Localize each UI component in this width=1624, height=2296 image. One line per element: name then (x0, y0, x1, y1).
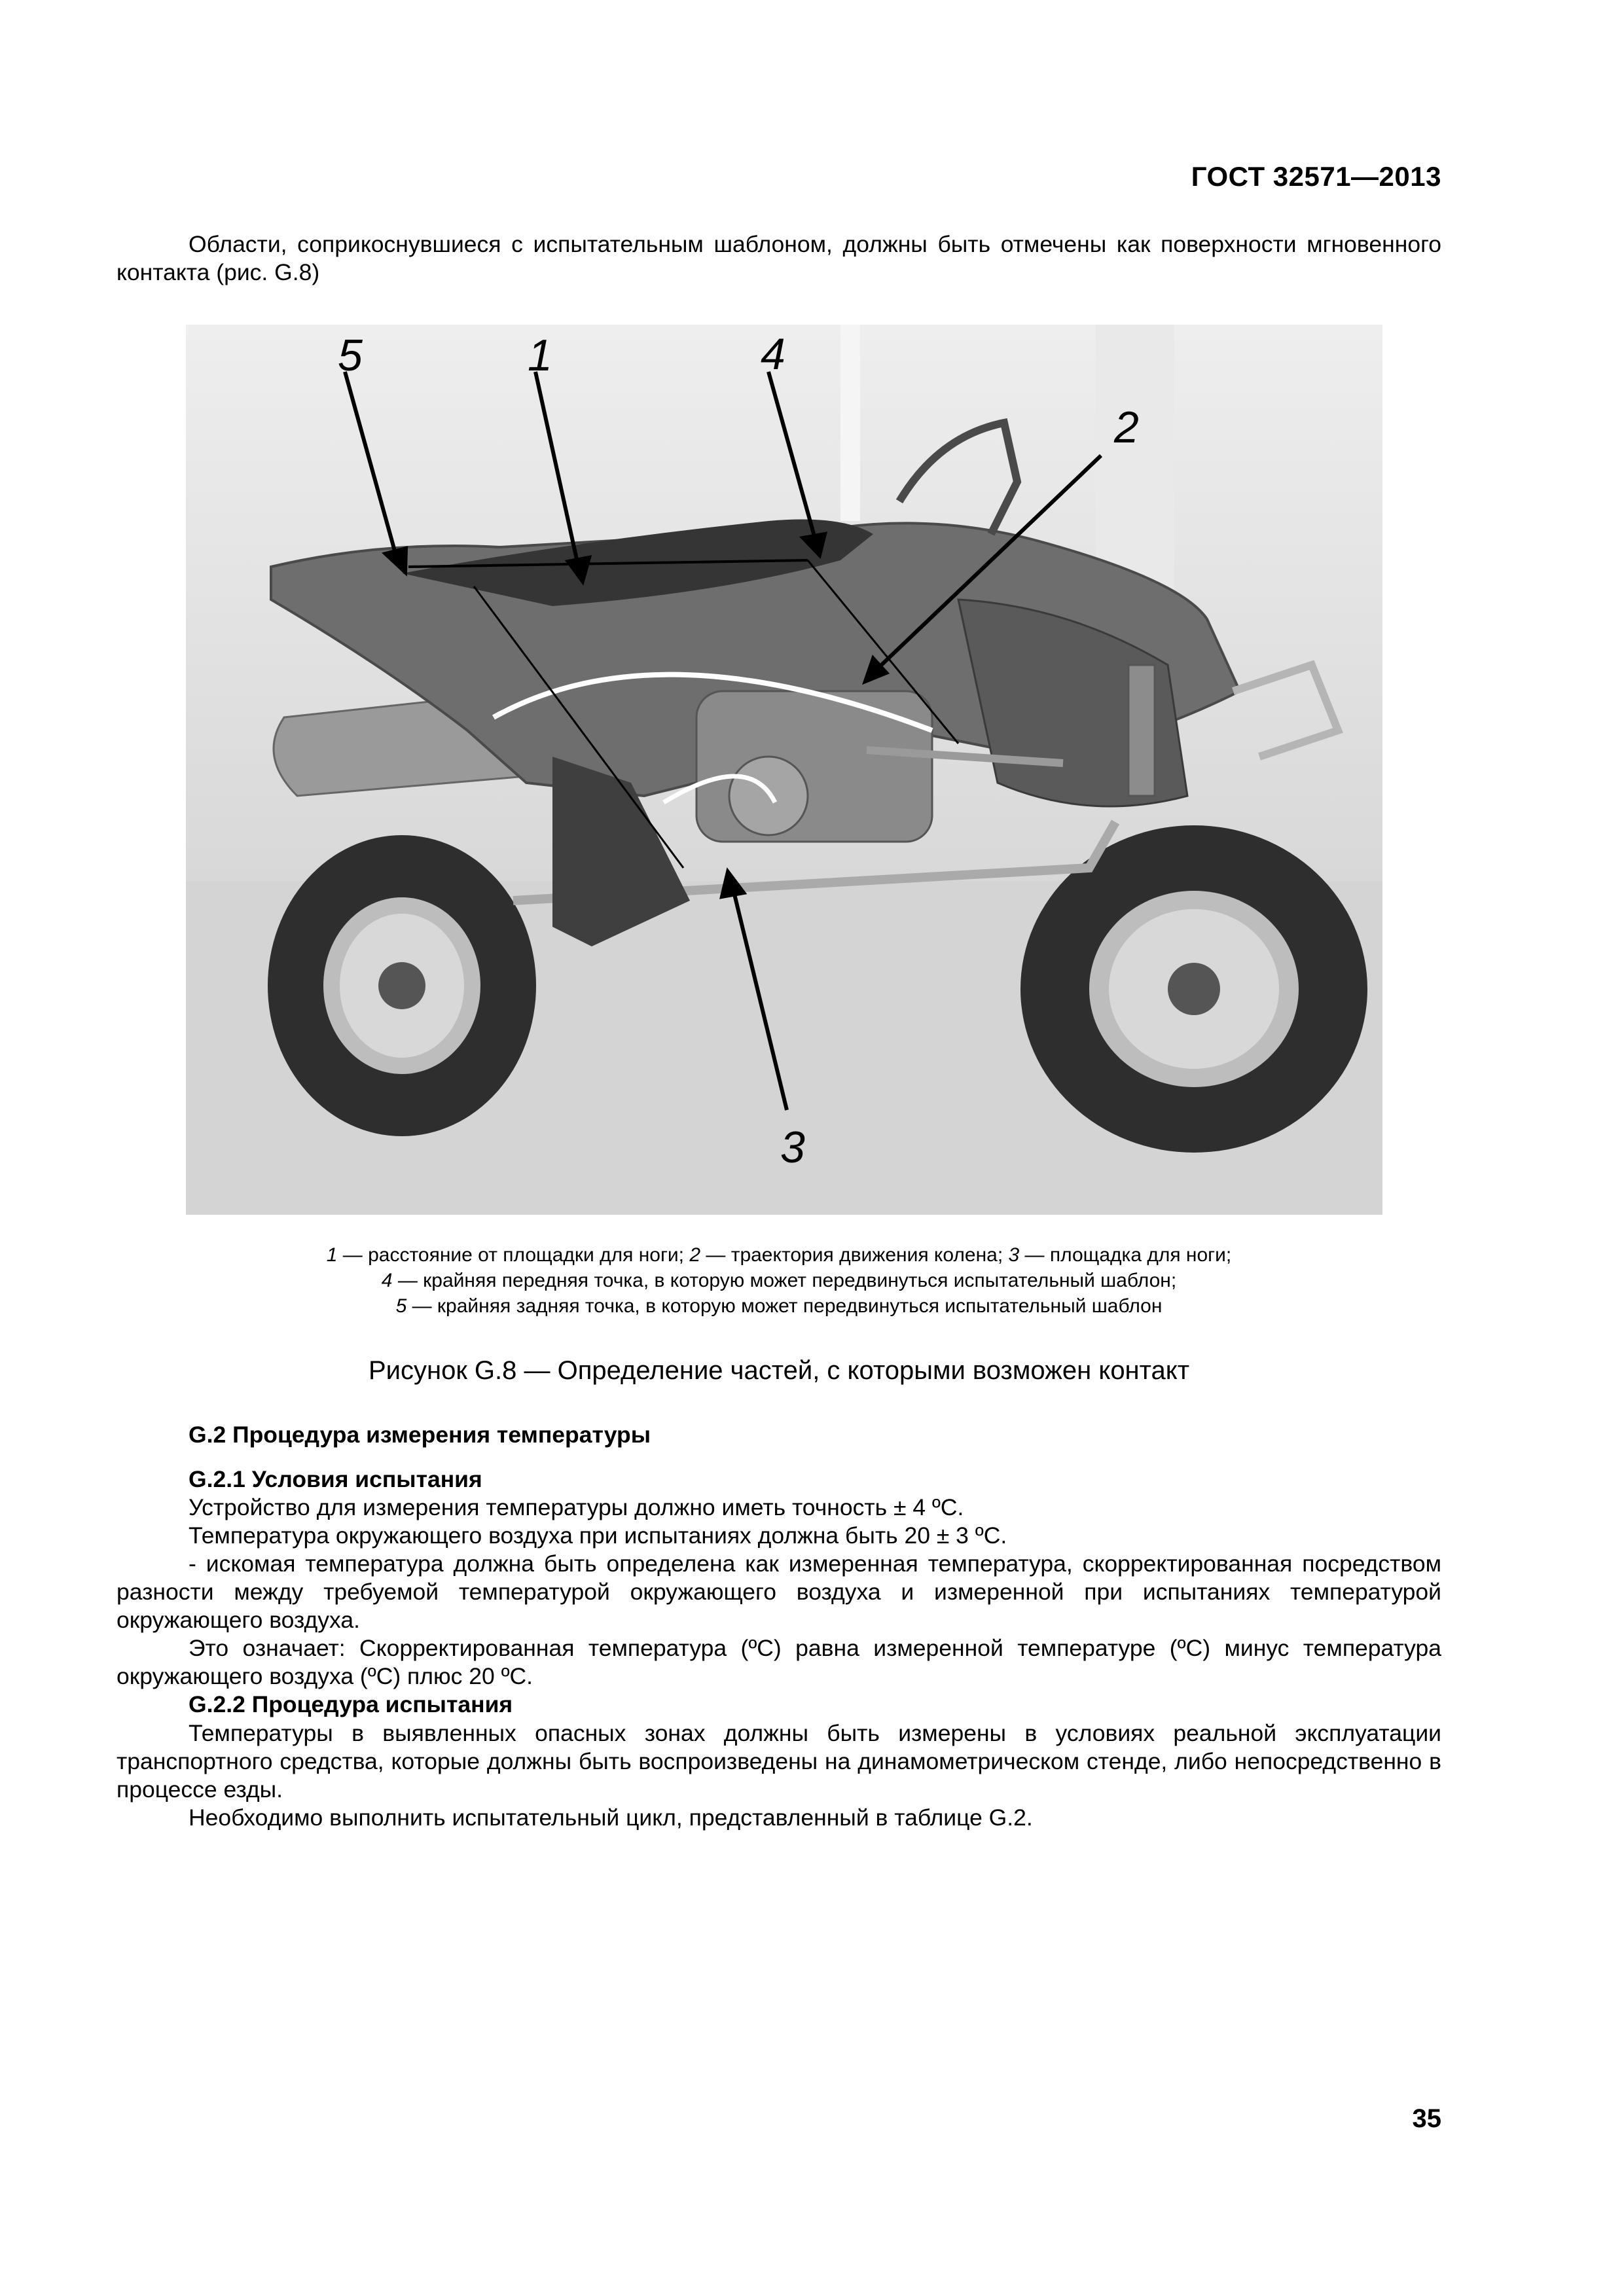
text-paragraph: - искомая температура должна быть определена как измеренная температура, скорректированная посредством разности между требуемой температурой окружающего воздуха и измеренной при испытаниях температурой окружающего воздуха. (117, 1551, 1441, 1633)
text-paragraph: Это означает: Скорректированная температура (ºС) равна измеренной температуре (ºС) минус температура окружающего воздуха (ºС) плюс 20 ºС. (117, 1635, 1441, 1689)
page-number: 35 (1412, 2104, 1441, 2133)
figure-marker-2: 2 (1114, 403, 1139, 452)
subsection-heading-1: G.2.1 Условия испытания (189, 1466, 482, 1492)
subsection-heading-2: G.2.2 Процедура испытания (189, 1691, 513, 1717)
atv-illustration (186, 325, 1382, 1215)
figure-marker-4: 4 (761, 329, 785, 379)
figure-marker-1: 1 (528, 331, 552, 380)
legend-line-3: 5 — крайняя задняя точка, в которую может передвинуться испытательный шаблон (395, 1295, 1163, 1317)
section-heading: G.2 Процедура измерения температуры (189, 1422, 651, 1448)
legend-line-2: 4 — крайняя передняя точка, в которую может передвинуться испытательный шаблон; (381, 1270, 1177, 1291)
figure-marker-3: 3 (780, 1122, 805, 1172)
text-paragraph: Температуры в выявленных опасных зонах должны быть измерены в условиях реальной эксплуатации транспортного средства, которые должны быть воспроизведены на динамометрическом стенде, либо непосредственно в процессе езды. (117, 1720, 1441, 1803)
figure-legend (117, 1242, 1441, 1319)
text-line: Температура окружающего воздуха при испытаниях должна быть 20 ± 3 ºС. (189, 1522, 1007, 1549)
front-wheel (1020, 825, 1367, 1153)
intro-paragraph: Области, соприкоснувшиеся с испытательным шаблоном, должны быть отмечены как поверхности мгновенного контакта (рис. G.8) (117, 231, 1441, 285)
atv-figure (186, 325, 1382, 1215)
figure-caption: Рисунок G.8 — Определение частей, с которыми возможен контакт (368, 1356, 1190, 1385)
text-line: Устройство для измерения температуры должно иметь точность ± 4 ºС. (189, 1494, 964, 1520)
standard-header: ГОСТ 32571—2013 (1191, 161, 1441, 192)
figure-marker-5: 5 (338, 331, 363, 380)
rear-wheel (268, 835, 536, 1136)
legend-line-1: 1 — расстояние от площадки для ноги; 2 — траектория движения колена; 3 — площадка для ноги; (326, 1244, 1232, 1266)
text-line: Необходимо выполнить испытательный цикл, представленный в таблице G.2. (189, 1804, 1033, 1831)
